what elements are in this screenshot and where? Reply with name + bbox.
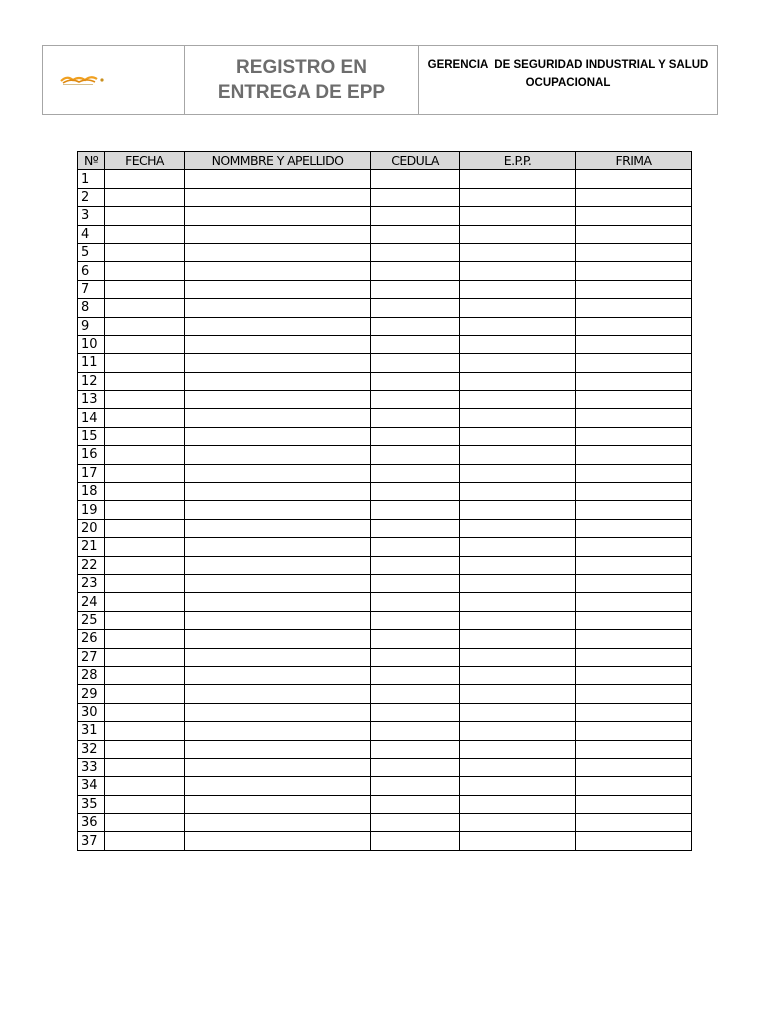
date-cell[interactable]	[105, 630, 185, 648]
name-cell[interactable]	[185, 409, 371, 427]
id-cell[interactable]	[371, 758, 460, 776]
row-number: 9	[78, 317, 105, 335]
signature-cell[interactable]	[576, 483, 692, 501]
table-row	[78, 427, 692, 445]
date-cell[interactable]	[105, 814, 185, 832]
row-number: 33	[78, 758, 105, 776]
ppe-cell[interactable]	[460, 556, 576, 574]
table-row	[78, 648, 692, 666]
name-cell[interactable]	[185, 703, 371, 721]
name-cell[interactable]	[185, 464, 371, 482]
table-row	[78, 409, 692, 427]
table-row	[78, 777, 692, 795]
date-cell[interactable]	[105, 832, 185, 850]
table-row	[78, 593, 692, 611]
signature-cell[interactable]	[576, 740, 692, 758]
document-title	[185, 46, 419, 114]
table-row	[78, 280, 692, 298]
id-cell[interactable]	[371, 593, 460, 611]
date-cell[interactable]	[105, 611, 185, 629]
table-row	[78, 188, 692, 206]
name-cell[interactable]	[185, 372, 371, 390]
date-cell[interactable]	[105, 593, 185, 611]
table-row	[78, 464, 692, 482]
id-cell[interactable]	[371, 170, 460, 188]
row-number: 4	[78, 225, 105, 243]
name-cell[interactable]	[185, 795, 371, 813]
date-cell[interactable]	[105, 556, 185, 574]
signature-cell[interactable]	[576, 409, 692, 427]
name-cell[interactable]	[185, 556, 371, 574]
table-row	[78, 372, 692, 390]
row-number: 17	[78, 464, 105, 482]
table-header-row	[78, 152, 692, 170]
row-number: 12	[78, 372, 105, 390]
date-cell[interactable]	[105, 207, 185, 225]
row-number: 2	[78, 188, 105, 206]
date-cell[interactable]	[105, 795, 185, 813]
id-cell[interactable]	[371, 409, 460, 427]
signature-cell[interactable]	[576, 777, 692, 795]
name-cell[interactable]	[185, 225, 371, 243]
signature-cell[interactable]	[576, 280, 692, 298]
ppe-cell[interactable]	[460, 666, 576, 684]
ppe-cell[interactable]	[460, 574, 576, 592]
date-cell[interactable]	[105, 666, 185, 684]
name-cell[interactable]	[185, 722, 371, 740]
signature-cell[interactable]	[576, 538, 692, 556]
row-number: 25	[78, 611, 105, 629]
table-row	[78, 335, 692, 353]
ppe-cell[interactable]	[460, 648, 576, 666]
ppe-cell[interactable]	[460, 685, 576, 703]
ppe-cell[interactable]	[460, 170, 576, 188]
signature-cell[interactable]	[576, 262, 692, 280]
id-cell[interactable]	[371, 280, 460, 298]
id-cell[interactable]	[371, 262, 460, 280]
row-number: 29	[78, 685, 105, 703]
ppe-cell[interactable]	[460, 409, 576, 427]
id-cell[interactable]	[371, 519, 460, 537]
ppe-cell[interactable]	[460, 262, 576, 280]
id-cell[interactable]	[371, 703, 460, 721]
name-cell[interactable]	[185, 648, 371, 666]
id-cell[interactable]	[371, 354, 460, 372]
date-cell[interactable]	[105, 409, 185, 427]
row-number: 21	[78, 538, 105, 556]
date-cell[interactable]	[105, 722, 185, 740]
row-number: 30	[78, 703, 105, 721]
signature-cell[interactable]	[576, 814, 692, 832]
ppe-cell[interactable]	[460, 722, 576, 740]
signature-cell[interactable]	[576, 630, 692, 648]
row-number: 32	[78, 740, 105, 758]
column-header-date: FECHA	[105, 152, 185, 170]
table-row	[78, 630, 692, 648]
id-cell[interactable]	[371, 685, 460, 703]
table-row	[78, 666, 692, 684]
ppe-cell[interactable]	[460, 795, 576, 813]
name-cell[interactable]	[185, 354, 371, 372]
title-line-1: REGISTRO EN	[236, 57, 367, 78]
name-cell[interactable]	[185, 207, 371, 225]
id-cell[interactable]	[371, 556, 460, 574]
signature-cell[interactable]	[576, 832, 692, 850]
row-number: 7	[78, 280, 105, 298]
row-number: 16	[78, 446, 105, 464]
ppe-cell[interactable]	[460, 519, 576, 537]
logo-cell	[43, 46, 185, 114]
name-cell[interactable]	[185, 519, 371, 537]
row-number: 23	[78, 574, 105, 592]
name-cell[interactable]	[185, 740, 371, 758]
ppe-cell[interactable]	[460, 335, 576, 353]
row-number: 5	[78, 243, 105, 261]
name-cell[interactable]	[185, 501, 371, 519]
name-cell[interactable]	[185, 611, 371, 629]
date-cell[interactable]	[105, 391, 185, 409]
ppe-cell[interactable]	[460, 593, 576, 611]
table-row	[78, 446, 692, 464]
date-cell[interactable]	[105, 280, 185, 298]
row-number: 27	[78, 648, 105, 666]
id-cell[interactable]	[371, 501, 460, 519]
column-header-name: NOMMBRE Y APELLIDO	[185, 152, 371, 170]
row-number: 18	[78, 483, 105, 501]
signature-cell[interactable]	[576, 758, 692, 776]
id-cell[interactable]	[371, 832, 460, 850]
column-header-ppe: E.P.P.	[460, 152, 576, 170]
table-row	[78, 740, 692, 758]
id-cell[interactable]	[371, 427, 460, 445]
row-number: 13	[78, 391, 105, 409]
row-number: 24	[78, 593, 105, 611]
table-row	[78, 299, 692, 317]
signature-cell[interactable]	[576, 666, 692, 684]
signature-cell[interactable]	[576, 170, 692, 188]
ppe-cell[interactable]	[460, 740, 576, 758]
ppe-cell[interactable]	[460, 777, 576, 795]
column-header-id: CEDULA	[371, 152, 460, 170]
ppe-cell[interactable]	[460, 483, 576, 501]
table-row	[78, 170, 692, 188]
company-logo-icon	[59, 72, 109, 86]
row-number: 28	[78, 666, 105, 684]
signature-cell[interactable]	[576, 372, 692, 390]
ppe-cell[interactable]	[460, 501, 576, 519]
row-number: 8	[78, 299, 105, 317]
date-cell[interactable]	[105, 758, 185, 776]
name-cell[interactable]	[185, 574, 371, 592]
date-cell[interactable]	[105, 777, 185, 795]
ppe-cell[interactable]	[460, 703, 576, 721]
signature-cell[interactable]	[576, 722, 692, 740]
date-cell[interactable]	[105, 335, 185, 353]
name-cell[interactable]	[185, 446, 371, 464]
date-cell[interactable]	[105, 225, 185, 243]
date-cell[interactable]	[105, 262, 185, 280]
ppe-cell[interactable]	[460, 611, 576, 629]
id-cell[interactable]	[371, 317, 460, 335]
signature-cell[interactable]	[576, 317, 692, 335]
date-cell[interactable]	[105, 501, 185, 519]
name-cell[interactable]	[185, 262, 371, 280]
id-cell[interactable]	[371, 611, 460, 629]
registration-table	[77, 151, 692, 851]
signature-cell[interactable]	[576, 243, 692, 261]
column-header-signature: FRIMA	[576, 152, 692, 170]
id-cell[interactable]	[371, 483, 460, 501]
name-cell[interactable]	[185, 188, 371, 206]
table-row	[78, 814, 692, 832]
department-name	[419, 46, 717, 114]
signature-cell[interactable]	[576, 556, 692, 574]
ppe-cell[interactable]	[460, 354, 576, 372]
row-number: 19	[78, 501, 105, 519]
date-cell[interactable]	[105, 648, 185, 666]
signature-cell[interactable]	[576, 519, 692, 537]
signature-cell[interactable]	[576, 593, 692, 611]
name-cell[interactable]	[185, 391, 371, 409]
table-row	[78, 722, 692, 740]
id-cell[interactable]	[371, 722, 460, 740]
id-cell[interactable]	[371, 740, 460, 758]
id-cell[interactable]	[371, 666, 460, 684]
signature-cell[interactable]	[576, 207, 692, 225]
id-cell[interactable]	[371, 335, 460, 353]
ppe-cell[interactable]	[460, 243, 576, 261]
signature-cell[interactable]	[576, 225, 692, 243]
ppe-cell[interactable]	[460, 280, 576, 298]
table-row	[78, 703, 692, 721]
id-cell[interactable]	[371, 225, 460, 243]
signature-cell[interactable]	[576, 574, 692, 592]
document-header	[42, 45, 718, 115]
id-cell[interactable]	[371, 795, 460, 813]
table-row	[78, 611, 692, 629]
ppe-cell[interactable]	[460, 207, 576, 225]
date-cell[interactable]	[105, 685, 185, 703]
row-number: 22	[78, 556, 105, 574]
id-cell[interactable]	[371, 391, 460, 409]
ppe-cell[interactable]	[460, 758, 576, 776]
ppe-cell[interactable]	[460, 630, 576, 648]
row-number: 15	[78, 427, 105, 445]
table-body	[78, 170, 692, 850]
ppe-cell[interactable]	[460, 317, 576, 335]
table-row	[78, 262, 692, 280]
id-cell[interactable]	[371, 299, 460, 317]
date-cell[interactable]	[105, 464, 185, 482]
table-row	[78, 832, 692, 850]
table-row	[78, 391, 692, 409]
ppe-cell[interactable]	[460, 832, 576, 850]
ppe-cell[interactable]	[460, 391, 576, 409]
signature-cell[interactable]	[576, 703, 692, 721]
ppe-cell[interactable]	[460, 372, 576, 390]
column-header-number: Nº	[78, 152, 105, 170]
row-number: 26	[78, 630, 105, 648]
department-line-1: GERENCIA DE SEGURIDAD INDUSTRIAL Y SALUD	[427, 59, 709, 71]
ppe-cell[interactable]	[460, 538, 576, 556]
table-row	[78, 354, 692, 372]
row-number: 20	[78, 519, 105, 537]
name-cell[interactable]	[185, 335, 371, 353]
name-cell[interactable]	[185, 758, 371, 776]
signature-cell[interactable]	[576, 427, 692, 445]
table-row	[78, 795, 692, 813]
signature-cell[interactable]	[576, 648, 692, 666]
row-number: 34	[78, 777, 105, 795]
ppe-cell[interactable]	[460, 188, 576, 206]
id-cell[interactable]	[371, 630, 460, 648]
id-cell[interactable]	[371, 464, 460, 482]
name-cell[interactable]	[185, 593, 371, 611]
ppe-cell[interactable]	[460, 427, 576, 445]
table-row	[78, 207, 692, 225]
signature-cell[interactable]	[576, 795, 692, 813]
name-cell[interactable]	[185, 666, 371, 684]
table-row	[78, 685, 692, 703]
date-cell[interactable]	[105, 446, 185, 464]
row-number: 11	[78, 354, 105, 372]
table-row	[78, 243, 692, 261]
row-number: 3	[78, 207, 105, 225]
name-cell[interactable]	[185, 685, 371, 703]
row-number: 14	[78, 409, 105, 427]
id-cell[interactable]	[371, 372, 460, 390]
id-cell[interactable]	[371, 446, 460, 464]
id-cell[interactable]	[371, 188, 460, 206]
date-cell[interactable]	[105, 538, 185, 556]
date-cell[interactable]	[105, 354, 185, 372]
id-cell[interactable]	[371, 574, 460, 592]
name-cell[interactable]	[185, 299, 371, 317]
department-line-2: OCUPACIONAL	[525, 77, 611, 89]
row-number: 35	[78, 795, 105, 813]
date-cell[interactable]	[105, 483, 185, 501]
id-cell[interactable]	[371, 648, 460, 666]
row-number: 10	[78, 335, 105, 353]
signature-cell[interactable]	[576, 464, 692, 482]
date-cell[interactable]	[105, 703, 185, 721]
name-cell[interactable]	[185, 427, 371, 445]
name-cell[interactable]	[185, 777, 371, 795]
id-cell[interactable]	[371, 814, 460, 832]
ppe-cell[interactable]	[460, 299, 576, 317]
date-cell[interactable]	[105, 188, 185, 206]
table-row	[78, 501, 692, 519]
id-cell[interactable]	[371, 207, 460, 225]
signature-cell[interactable]	[576, 611, 692, 629]
table-row	[78, 519, 692, 537]
id-cell[interactable]	[371, 777, 460, 795]
date-cell[interactable]	[105, 574, 185, 592]
signature-cell[interactable]	[576, 501, 692, 519]
title-line-2: ENTREGA DE EPP	[217, 82, 386, 103]
table-row	[78, 758, 692, 776]
date-cell[interactable]	[105, 740, 185, 758]
name-cell[interactable]	[185, 280, 371, 298]
table-row	[78, 556, 692, 574]
ppe-cell[interactable]	[460, 446, 576, 464]
row-number: 31	[78, 722, 105, 740]
row-number: 6	[78, 262, 105, 280]
table-row	[78, 483, 692, 501]
name-cell[interactable]	[185, 243, 371, 261]
date-cell[interactable]	[105, 299, 185, 317]
signature-cell[interactable]	[576, 354, 692, 372]
signature-cell[interactable]	[576, 446, 692, 464]
date-cell[interactable]	[105, 427, 185, 445]
name-cell[interactable]	[185, 170, 371, 188]
row-number: 37	[78, 832, 105, 850]
signature-cell[interactable]	[576, 299, 692, 317]
row-number: 36	[78, 814, 105, 832]
name-cell[interactable]	[185, 814, 371, 832]
name-cell[interactable]	[185, 538, 371, 556]
date-cell[interactable]	[105, 170, 185, 188]
signature-cell[interactable]	[576, 335, 692, 353]
name-cell[interactable]	[185, 483, 371, 501]
table-row	[78, 225, 692, 243]
table-row	[78, 574, 692, 592]
table-row	[78, 538, 692, 556]
ppe-cell[interactable]	[460, 814, 576, 832]
name-cell[interactable]	[185, 832, 371, 850]
id-cell[interactable]	[371, 243, 460, 261]
date-cell[interactable]	[105, 372, 185, 390]
date-cell[interactable]	[105, 317, 185, 335]
date-cell[interactable]	[105, 519, 185, 537]
name-cell[interactable]	[185, 317, 371, 335]
signature-cell[interactable]	[576, 391, 692, 409]
name-cell[interactable]	[185, 630, 371, 648]
signature-cell[interactable]	[576, 188, 692, 206]
signature-cell[interactable]	[576, 685, 692, 703]
date-cell[interactable]	[105, 243, 185, 261]
row-number: 1	[78, 170, 105, 188]
ppe-cell[interactable]	[460, 464, 576, 482]
ppe-cell[interactable]	[460, 225, 576, 243]
id-cell[interactable]	[371, 538, 460, 556]
table-row	[78, 317, 692, 335]
